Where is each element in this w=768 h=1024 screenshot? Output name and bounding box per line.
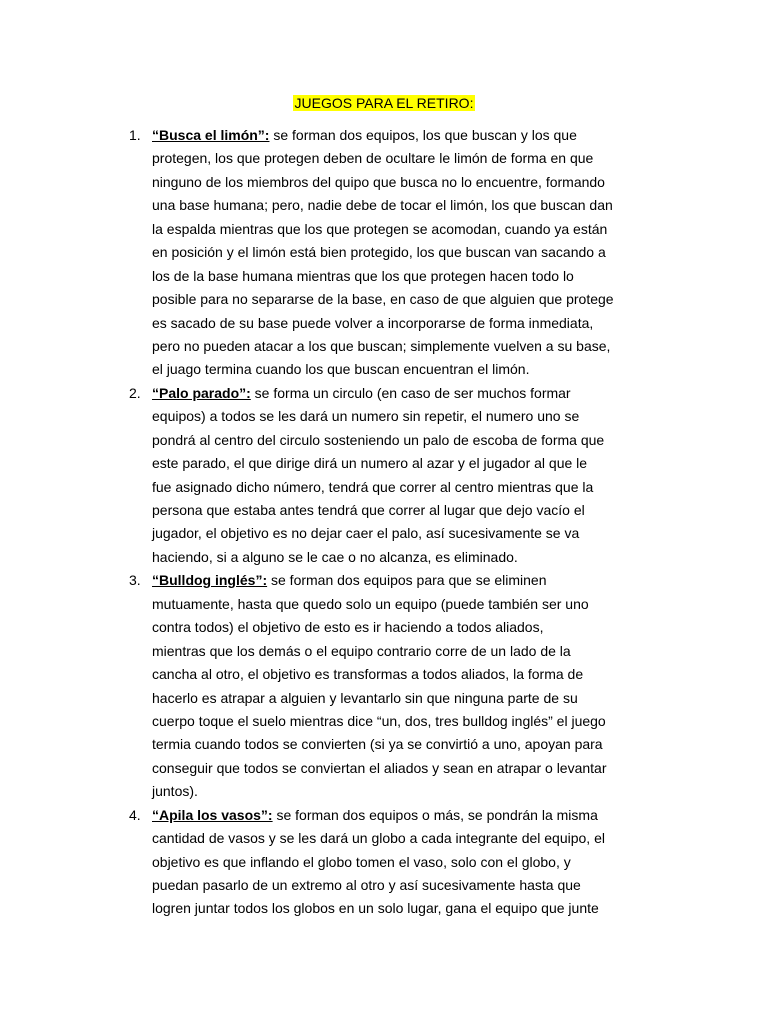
text-line	[152, 382, 768, 405]
text-line: el juago termina cuando los que buscan encuentran el limón.	[152, 361, 530, 378]
text-line: protegen, los que protegen deben de ocultare le limón de forma en que	[152, 150, 594, 167]
text-line: hacerlo es atrapar a alguien y levantarlo sin que ninguna parte de su	[152, 689, 578, 706]
text-line	[152, 569, 768, 592]
text-line: fue asignado dicho número, tendrá que correr al centro mientras que la	[152, 478, 594, 495]
text-line: ninguno de los miembros del quipo que busca no lo encuentre, formando	[152, 173, 605, 190]
game-name-label: “Busca el limón”:	[152, 127, 270, 143]
list-item-number: 3.	[129, 572, 141, 589]
text-line: jugador, el objetivo es no dejar caer el palo, así sucesivamente se va	[152, 525, 580, 542]
text-line: mutuamente, hasta que quedo solo un equipo (puede también ser uno	[152, 595, 589, 612]
text-line: cantidad de vasos y se les dará un globo a cada integrante del equipo, el	[152, 830, 605, 847]
game-name-label: “Bulldog inglés”:	[152, 572, 268, 589]
text-line: conseguir que todos se conviertan el aliados y sean en atrapar o levantar	[152, 759, 607, 776]
text-line-rest: se forman dos equipos para que se eliminen	[267, 572, 547, 589]
game-name-label: “Apila los vasos”:	[152, 806, 273, 823]
text-line: este parado, el que dirige dirá un numero al azar y el jugador al que le	[152, 455, 588, 472]
text-line: objetivo es que inflando el globo tomen el vaso, solo con el globo, y	[152, 853, 571, 870]
game-name-label: “Palo parado”:	[152, 384, 251, 401]
text-line: pero no pueden atacar a los que buscan; simplemente vuelven a su base,	[152, 337, 611, 354]
text-line: haciendo, si a alguno se le cae o no alcanza, es eliminado.	[152, 548, 518, 565]
text-line	[152, 124, 768, 147]
list-item	[0, 569, 768, 803]
text-line: puedan pasarlo de un extremo al otro y así sucesivamente hasta que	[152, 877, 581, 893]
text-line: equipos) a todos se les dará un numero sin repetir, el numero uno se	[152, 408, 580, 425]
text-line: es sacado de su base puede volver a incorporarse de forma inmediata,	[152, 314, 594, 331]
list-item-number: 1.	[129, 127, 141, 143]
list-item	[0, 804, 768, 921]
text-line-rest: se forman dos equipos o más, se pondrán la misma	[272, 806, 598, 823]
document-title	[0, 93, 768, 113]
list-item-number: 2.	[129, 384, 141, 401]
text-line: una base humana; pero, nadie debe de tocar el limón, los que buscan dan	[152, 197, 613, 214]
text-line	[152, 804, 768, 827]
text-line: en posición y el limón está bien protegido, los que buscan van sacando a	[152, 244, 606, 261]
text-line: persona que estaba antes tendrá que correr al lugar que dejo vacío el	[152, 502, 585, 518]
text-line: la espalda mientras que los que protegen se acomodan, cuando ya están	[152, 220, 608, 237]
text-line: juntos).	[152, 783, 198, 800]
text-line: posible para no separarse de la base, en caso de que alguien que protege	[152, 291, 614, 308]
text-line: termia cuando todos se convierten (si ya se convirtió a uno, apoyan para	[152, 736, 603, 753]
text-line: contra todos) el objetivo de esto es ir haciendo a todos aliados,	[152, 619, 544, 636]
text-line: mientras que los demás o el equipo contrario corre de un lado de la	[152, 642, 571, 659]
list-item	[0, 124, 768, 382]
text-line: cuerpo toque el suelo mientras dice “un, dos, tres bulldog inglés” el juego	[152, 712, 606, 729]
text-line-rest: se forma un circulo (en caso de ser muchos formar	[250, 384, 571, 401]
text-line: los de la base humana mientras que los que protegen hacen todo lo	[152, 267, 574, 284]
document-title-text: JUEGOS PARA EL RETIRO:	[294, 95, 474, 111]
text-line: pondrá al centro del circulo sosteniendo un palo de escoba de forma que	[152, 431, 605, 448]
games-list	[0, 124, 768, 921]
text-line-rest: se forman dos equipos, los que buscan y los que	[269, 127, 577, 143]
text-line: cancha al otro, el objetivo es transformas a todos aliados, la forma de	[152, 666, 584, 683]
text-line: logren juntar todos los globos en un solo lugar, gana el equipo que junte	[152, 900, 599, 917]
list-item	[0, 382, 768, 570]
list-item-number: 4.	[129, 806, 141, 823]
